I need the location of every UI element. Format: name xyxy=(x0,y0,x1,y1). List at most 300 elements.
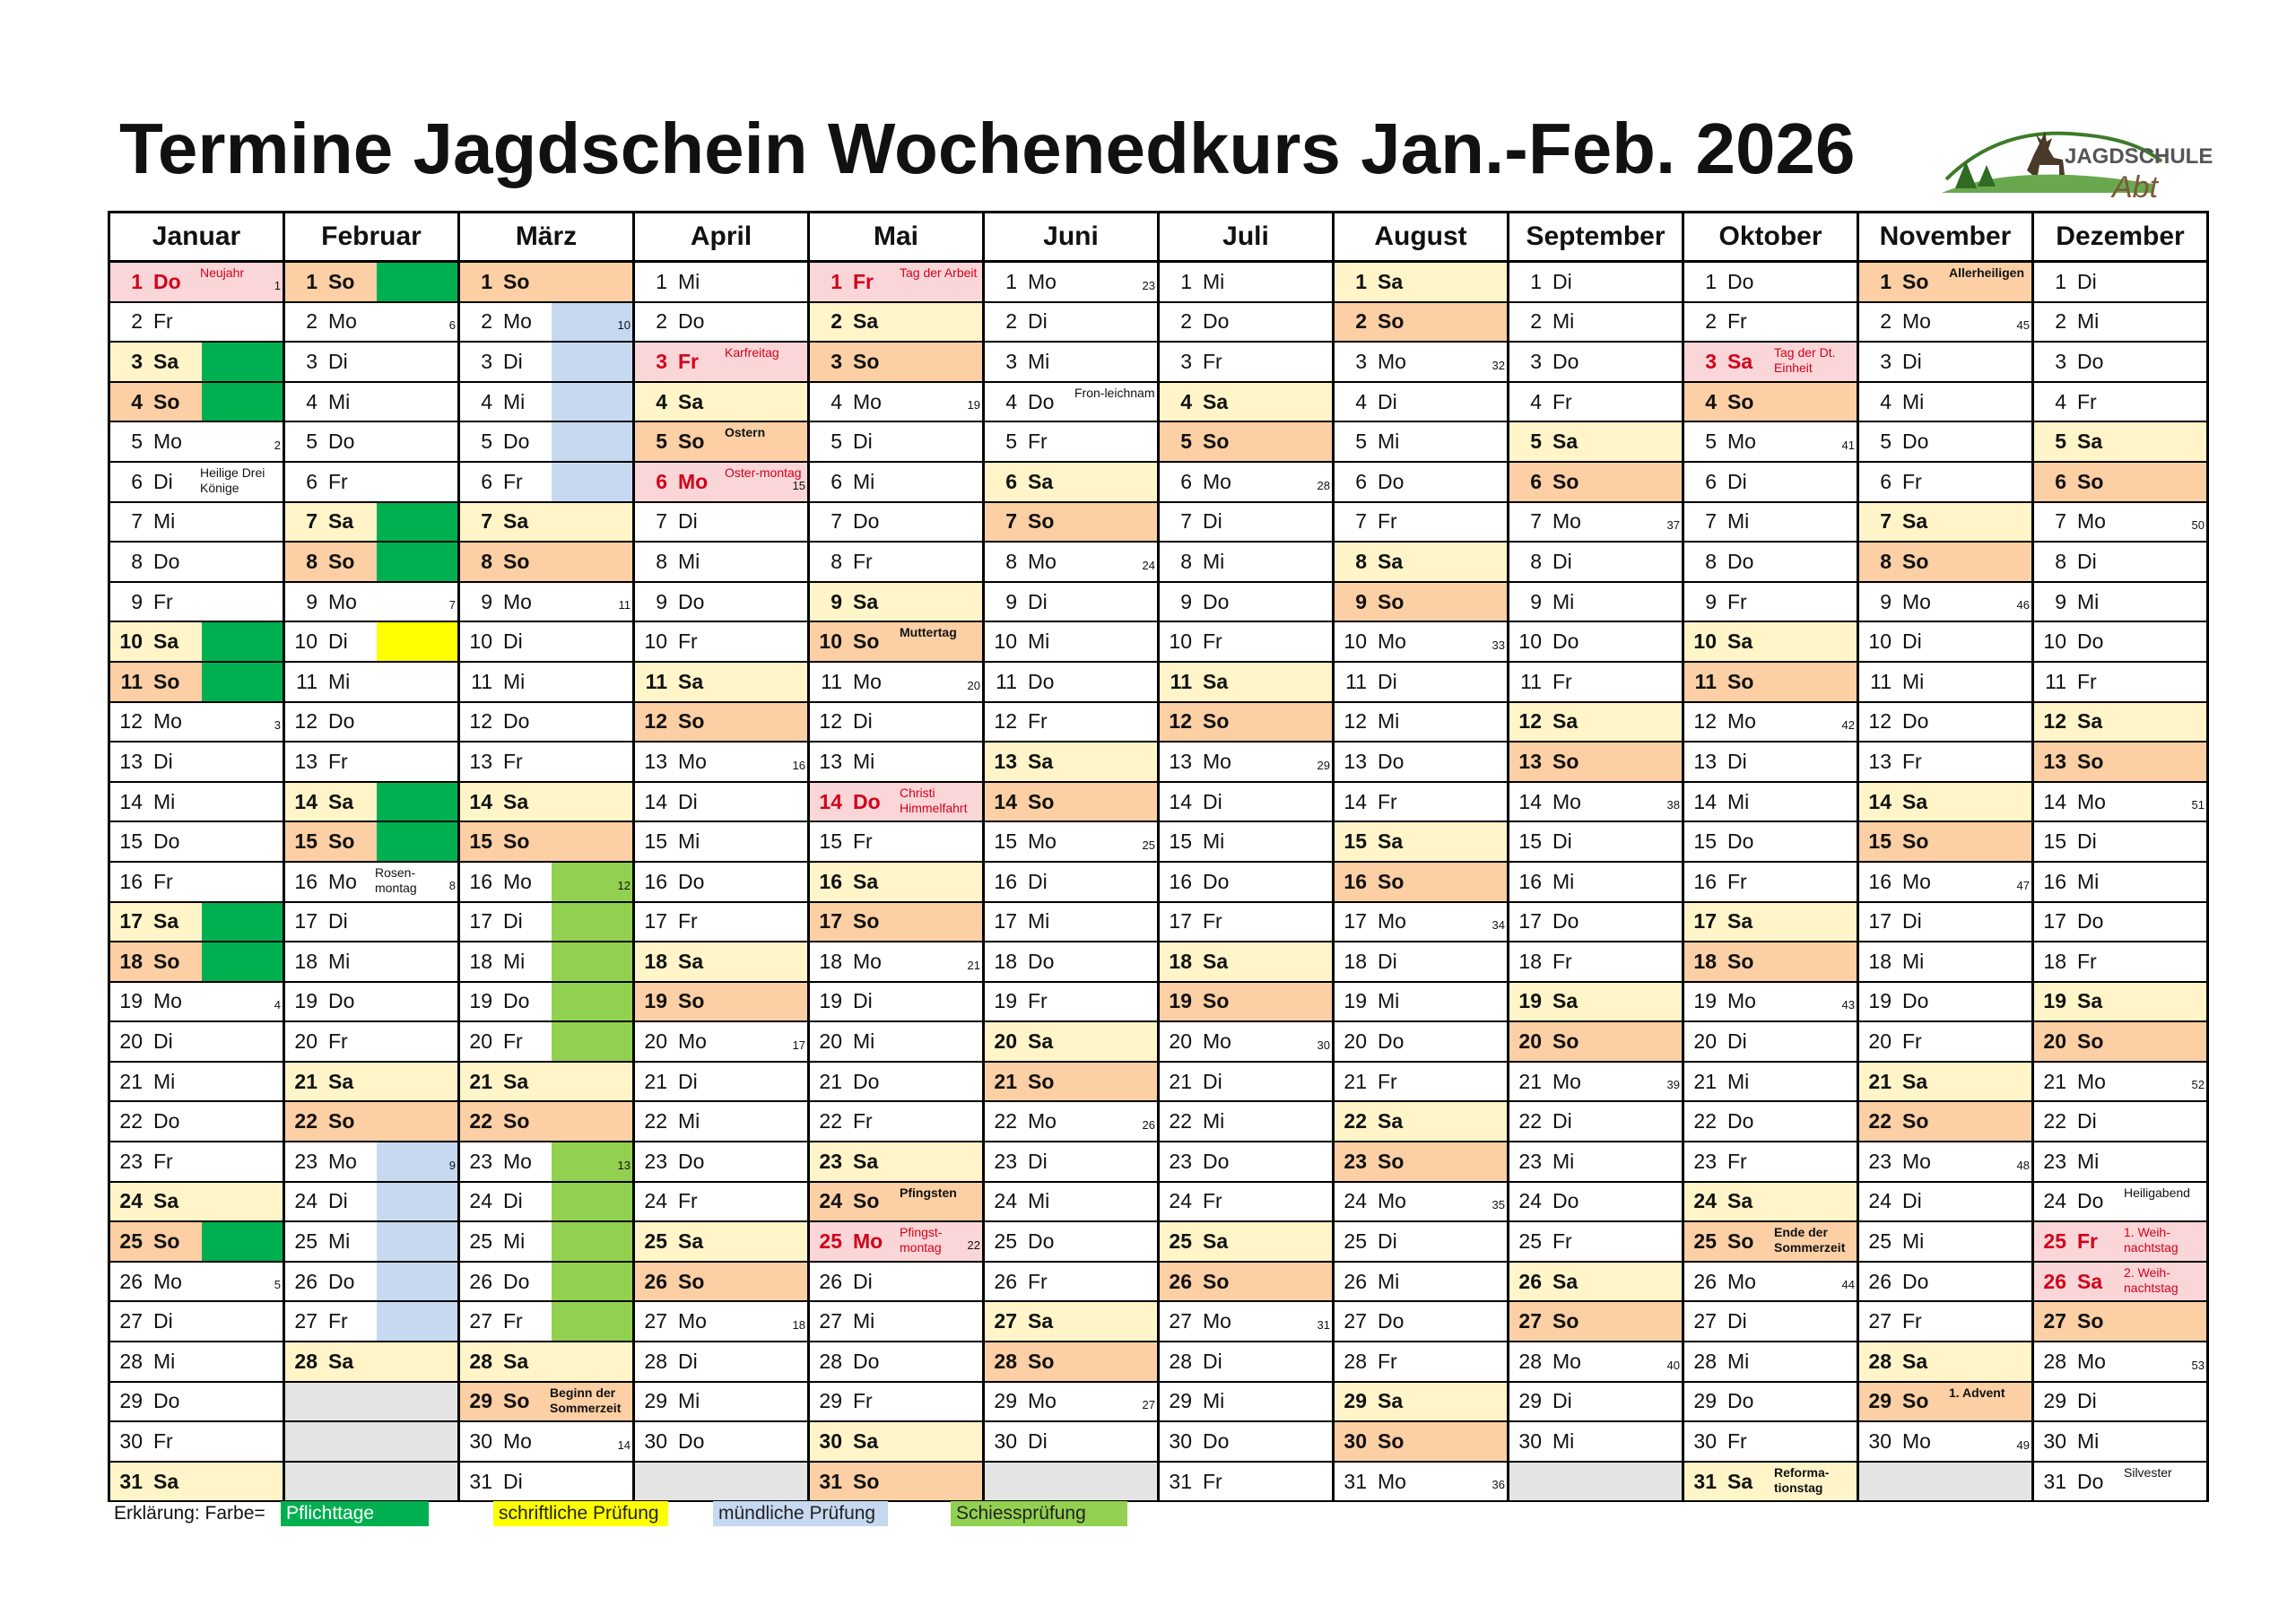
week-number: 6 xyxy=(448,318,456,333)
day-number: 5 xyxy=(481,430,492,454)
day-number: 28 xyxy=(2043,1349,2066,1373)
weekday: So xyxy=(1028,1349,1055,1373)
day-number: 22 xyxy=(2043,1109,2066,1133)
weekday: Di xyxy=(503,1189,523,1213)
day-cell xyxy=(635,543,810,583)
day-number: 2 xyxy=(1180,309,1192,334)
day-cell xyxy=(285,863,460,903)
weekday: Do xyxy=(328,989,355,1013)
day-number: 18 xyxy=(1693,949,1717,973)
day-cell xyxy=(110,983,285,1023)
weekday: Sa xyxy=(853,869,879,893)
day-cell xyxy=(1859,1222,2034,1263)
day-number: 31 xyxy=(1693,1469,1717,1493)
weekday: So xyxy=(1203,1269,1230,1293)
weekday: Di xyxy=(1552,549,1572,573)
day-cell xyxy=(1160,743,1335,783)
day-cell xyxy=(110,543,285,583)
day-cell xyxy=(635,343,810,383)
day-number: 23 xyxy=(1169,1149,1192,1173)
day-number: 3 xyxy=(1880,349,1892,373)
day-cell xyxy=(635,263,810,303)
day-number: 24 xyxy=(1344,1189,1367,1213)
day-number: 16 xyxy=(819,869,842,893)
day-cell xyxy=(285,703,460,743)
day-cell xyxy=(1509,983,1684,1023)
day-cell xyxy=(635,622,810,663)
day-number: 3 xyxy=(1180,349,1192,373)
weekday: Di xyxy=(2077,549,2097,573)
day-number: 10 xyxy=(294,630,317,654)
day-number: 27 xyxy=(469,1309,492,1333)
day-number: 15 xyxy=(819,829,842,854)
holiday-note: Reforma-tionstag xyxy=(1774,1464,1830,1495)
day-cell xyxy=(285,1222,460,1263)
weekday: Di xyxy=(1028,309,1048,334)
weekday: Di xyxy=(1203,1069,1222,1093)
day-number: 6 xyxy=(1530,469,1542,493)
event-marker-schiess xyxy=(552,1022,632,1061)
day-cell xyxy=(1160,1022,1335,1063)
day-number: 17 xyxy=(2043,909,2066,934)
day-number: 26 xyxy=(1518,1269,1542,1293)
day-cell xyxy=(1160,622,1335,663)
weekday: Fr xyxy=(328,749,348,773)
day-cell xyxy=(635,583,810,623)
weekday: Mo xyxy=(1727,709,1756,734)
weekday: Fr xyxy=(1902,1029,1922,1054)
weekday: Sa xyxy=(2077,1269,2103,1293)
day-number: 14 xyxy=(2043,789,2066,813)
day-number: 14 xyxy=(1344,789,1367,813)
day-cell xyxy=(285,663,460,703)
weekday: Fr xyxy=(678,909,698,934)
day-number: 13 xyxy=(1518,749,1542,773)
empty-day-cell xyxy=(1509,1463,1684,1503)
day-cell xyxy=(1684,1022,1859,1063)
day-number: 17 xyxy=(1693,909,1717,934)
day-cell xyxy=(1509,263,1684,303)
day-cell xyxy=(1859,543,2034,583)
day-number: 24 xyxy=(1518,1189,1542,1213)
event-marker-schiess xyxy=(552,1222,632,1261)
day-number: 26 xyxy=(469,1269,492,1293)
weekday: Mi xyxy=(1028,909,1050,934)
weekday: Do xyxy=(153,829,180,854)
weekday: Fr xyxy=(2077,389,2097,413)
day-cell xyxy=(810,422,985,463)
day-number: 24 xyxy=(119,1189,143,1213)
weekday: Mo xyxy=(678,469,709,493)
day-number: 29 xyxy=(1344,1389,1367,1413)
day-cell xyxy=(2034,1383,2209,1423)
day-number: 15 xyxy=(1518,829,1542,854)
day-cell xyxy=(110,422,285,463)
day-number: 28 xyxy=(1169,1349,1192,1373)
day-cell xyxy=(2034,942,2209,983)
day-cell xyxy=(110,1222,285,1263)
month-header: Februar xyxy=(285,213,460,263)
day-number: 25 xyxy=(1868,1229,1892,1254)
day-cell xyxy=(635,1263,810,1303)
day-number: 30 xyxy=(819,1429,842,1454)
day-cell xyxy=(2034,343,2209,383)
week-number: 26 xyxy=(1142,1118,1155,1133)
day-number: 12 xyxy=(1693,709,1717,734)
day-number: 11 xyxy=(2045,669,2066,693)
day-cell xyxy=(460,1342,635,1383)
holiday-note: Muttertag xyxy=(900,625,957,640)
day-number: 16 xyxy=(119,869,143,893)
day-cell xyxy=(460,783,635,823)
day-cell xyxy=(635,983,810,1023)
day-cell xyxy=(1335,1463,1509,1503)
day-cell xyxy=(810,1102,985,1142)
week-number: 51 xyxy=(2191,798,2205,812)
weekday: So xyxy=(2077,1029,2104,1054)
week-number: 22 xyxy=(967,1238,980,1252)
weekday: Do xyxy=(1378,1029,1405,1054)
event-marker-schrift xyxy=(377,622,457,661)
day-number: 14 xyxy=(469,789,492,813)
day-cell xyxy=(110,463,285,503)
weekday: Mi xyxy=(328,389,351,413)
month-header: August xyxy=(1335,213,1509,263)
month-column-märz xyxy=(460,213,635,1502)
weekday: Do xyxy=(1028,1229,1055,1254)
day-cell xyxy=(110,903,285,943)
day-cell xyxy=(1509,543,1684,583)
day-number: 25 xyxy=(1169,1229,1192,1254)
weekday: Do xyxy=(678,589,705,613)
day-number: 4 xyxy=(1880,389,1892,413)
day-cell xyxy=(1509,822,1684,863)
day-cell xyxy=(1684,303,1859,343)
day-number: 23 xyxy=(119,1149,143,1173)
weekday: Mo xyxy=(1378,1189,1406,1213)
weekday: Mo xyxy=(1203,1309,1231,1333)
day-number: 28 xyxy=(819,1349,842,1373)
empty-day-cell xyxy=(985,1463,1160,1503)
day-cell xyxy=(1160,543,1335,583)
weekday: Sa xyxy=(1727,1469,1753,1493)
day-cell xyxy=(810,743,985,783)
day-number: 1 xyxy=(1530,269,1542,293)
day-cell xyxy=(810,1222,985,1263)
day-number: 2 xyxy=(131,309,143,334)
weekday: Di xyxy=(2077,829,2097,854)
day-number: 26 xyxy=(994,1269,1017,1293)
weekday: So xyxy=(678,989,705,1013)
day-number: 15 xyxy=(1693,829,1717,854)
day-cell xyxy=(285,743,460,783)
day-number: 10 xyxy=(1693,630,1717,654)
day-number: 16 xyxy=(1344,869,1367,893)
day-number: 1 xyxy=(1180,269,1192,293)
day-cell xyxy=(460,743,635,783)
event-marker-pflicht xyxy=(377,543,457,581)
day-cell xyxy=(1335,1383,1509,1423)
day-number: 13 xyxy=(644,749,667,773)
weekday: Do xyxy=(2077,1469,2104,1493)
weekday: So xyxy=(1028,509,1055,534)
day-cell xyxy=(1509,743,1684,783)
day-number: 17 xyxy=(1518,909,1542,934)
day-cell xyxy=(2034,1022,2209,1063)
day-number: 1 xyxy=(2055,269,2066,293)
day-number: 22 xyxy=(1169,1109,1192,1133)
day-cell xyxy=(2034,822,2209,863)
day-cell xyxy=(285,463,460,503)
day-cell xyxy=(110,1342,285,1383)
day-cell xyxy=(1160,503,1335,543)
day-number: 27 xyxy=(1169,1309,1192,1333)
weekday: Sa xyxy=(2077,430,2103,454)
holiday-note: Tag der Arbeit xyxy=(900,265,978,280)
day-number: 17 xyxy=(119,909,143,934)
day-number: 14 xyxy=(1693,789,1717,813)
day-cell xyxy=(635,1102,810,1142)
day-cell xyxy=(985,1222,1160,1263)
event-marker-schiess xyxy=(552,1183,632,1221)
day-cell xyxy=(1859,1342,2034,1383)
day-number: 2 xyxy=(831,309,842,334)
day-number: 1 xyxy=(1880,269,1892,293)
page-title: Termine Jagdschein Wochenedkurs Jan.-Feb. 2026 xyxy=(119,109,1856,188)
day-number: 13 xyxy=(994,749,1017,773)
weekday: Sa xyxy=(1203,949,1229,973)
day-number: 28 xyxy=(294,1349,317,1373)
day-number: 24 xyxy=(294,1189,317,1213)
day-number: 29 xyxy=(644,1389,667,1413)
day-cell xyxy=(1684,703,1859,743)
day-cell xyxy=(1684,583,1859,623)
month-column-februar xyxy=(285,213,460,1502)
weekday: Mo xyxy=(1727,1269,1756,1293)
weekday: Mi xyxy=(1727,1349,1750,1373)
weekday: So xyxy=(2077,469,2104,493)
holiday-note: Heilige Drei Könige xyxy=(200,465,265,495)
day-number: 11 xyxy=(1694,669,1717,693)
day-cell xyxy=(2034,1142,2209,1183)
weekday: Mi xyxy=(1203,549,1225,573)
day-cell xyxy=(635,1342,810,1383)
day-cell xyxy=(1684,503,1859,543)
day-number: 21 xyxy=(644,1069,667,1093)
weekday: Sa xyxy=(2077,989,2103,1013)
day-cell xyxy=(1859,463,2034,503)
day-cell xyxy=(460,263,635,303)
day-cell xyxy=(460,1383,635,1423)
day-number: 9 xyxy=(1530,589,1542,613)
weekday: Do xyxy=(2077,909,2104,934)
day-number: 8 xyxy=(831,549,842,573)
weekday: Mi xyxy=(1902,669,1925,693)
day-number: 11 xyxy=(1170,669,1192,693)
day-cell xyxy=(110,263,285,303)
day-cell xyxy=(110,1383,285,1423)
day-cell xyxy=(285,1302,460,1342)
event-marker-schiess xyxy=(552,942,632,981)
day-number: 19 xyxy=(1344,989,1367,1013)
week-number: 9 xyxy=(448,1158,456,1172)
weekday: So xyxy=(1552,1029,1579,1054)
day-cell xyxy=(985,1063,1160,1103)
week-number: 23 xyxy=(1142,278,1155,292)
weekday: Di xyxy=(1902,349,1922,373)
day-cell xyxy=(2034,1263,2209,1303)
day-number: 6 xyxy=(131,469,143,493)
day-number: 19 xyxy=(819,989,842,1013)
weekday: So xyxy=(1902,549,1929,573)
day-cell xyxy=(810,1342,985,1383)
day-number: 31 xyxy=(819,1469,842,1493)
day-cell xyxy=(1509,942,1684,983)
month-column-august xyxy=(1335,213,1509,1502)
weekday: Fr xyxy=(503,1309,523,1333)
day-number: 24 xyxy=(819,1189,842,1213)
day-cell xyxy=(810,622,985,663)
day-number: 18 xyxy=(819,949,842,973)
day-cell xyxy=(460,942,635,983)
weekday: Di xyxy=(1378,1229,1397,1254)
logo-text: JAGDSCHULE xyxy=(2065,144,2213,169)
event-marker-schiess xyxy=(552,1263,632,1301)
day-cell xyxy=(985,783,1160,823)
day-cell xyxy=(1859,383,2034,423)
day-number: 30 xyxy=(1518,1429,1542,1454)
day-cell xyxy=(460,622,635,663)
day-cell xyxy=(1859,983,2034,1023)
weekday: Mo xyxy=(678,749,707,773)
day-cell xyxy=(810,1463,985,1503)
day-number: 1 xyxy=(306,269,317,293)
event-marker-muend xyxy=(377,1263,457,1301)
day-cell xyxy=(460,503,635,543)
day-number: 30 xyxy=(1169,1429,1192,1454)
weekday: Sa xyxy=(1552,709,1578,734)
event-marker-pflicht xyxy=(377,822,457,861)
event-marker-pflicht xyxy=(377,783,457,821)
weekday: Mi xyxy=(503,949,526,973)
weekday: So xyxy=(1902,269,1929,293)
day-cell xyxy=(1160,1142,1335,1183)
day-number: 5 xyxy=(306,430,317,454)
day-number: 26 xyxy=(1169,1269,1192,1293)
week-number: 53 xyxy=(2191,1358,2205,1372)
weekday: So xyxy=(1552,1309,1579,1333)
weekday: Mo xyxy=(1378,349,1406,373)
day-number: 5 xyxy=(1355,430,1367,454)
day-cell xyxy=(460,583,635,623)
day-number: 6 xyxy=(2055,469,2066,493)
day-cell xyxy=(2034,422,2209,463)
weekday: Mi xyxy=(1552,589,1575,613)
day-number: 30 xyxy=(119,1429,143,1454)
holiday-note: Oster-montag xyxy=(725,465,802,480)
weekday: Do xyxy=(503,1269,530,1293)
day-cell xyxy=(635,703,810,743)
day-cell xyxy=(1160,1342,1335,1383)
weekday: Sa xyxy=(503,1069,529,1093)
day-number: 2 xyxy=(1005,309,1017,334)
day-number: 11 xyxy=(1520,669,1542,693)
day-cell xyxy=(285,1263,460,1303)
weekday: Sa xyxy=(1028,749,1054,773)
weekday: Fr xyxy=(2077,1229,2098,1254)
day-cell xyxy=(285,422,460,463)
weekday: Sa xyxy=(1028,1029,1054,1054)
day-cell xyxy=(1684,383,1859,423)
day-number: 12 xyxy=(1868,709,1892,734)
weekday: Do xyxy=(1902,430,1929,454)
weekday: Mo xyxy=(1552,1349,1581,1373)
day-number: 20 xyxy=(1693,1029,1717,1054)
day-number: 12 xyxy=(2043,709,2066,734)
week-number: 45 xyxy=(2016,318,2030,333)
day-number: 29 xyxy=(1518,1389,1542,1413)
day-number: 4 xyxy=(831,389,842,413)
weekday: Fr xyxy=(1727,1149,1747,1173)
day-cell xyxy=(460,703,635,743)
day-cell xyxy=(1859,743,2034,783)
day-number: 5 xyxy=(656,430,667,454)
month-header: März xyxy=(460,213,635,263)
day-number: 8 xyxy=(131,549,143,573)
day-number: 25 xyxy=(819,1229,842,1254)
weekday: Mo xyxy=(1203,1029,1231,1054)
empty-day-cell xyxy=(285,1383,460,1423)
day-cell xyxy=(2034,543,2209,583)
legend xyxy=(114,1501,1190,1526)
weekday: Di xyxy=(328,909,348,934)
weekday: Fr xyxy=(853,269,874,293)
weekday: Sa xyxy=(853,1429,879,1454)
day-number: 17 xyxy=(1868,909,1892,934)
day-cell xyxy=(285,543,460,583)
weekday: Mo xyxy=(503,1429,532,1454)
day-number: 6 xyxy=(1180,469,1192,493)
weekday: Mi xyxy=(153,789,176,813)
weekday: Mo xyxy=(328,869,357,893)
day-cell xyxy=(460,1222,635,1263)
weekday: Sa xyxy=(153,349,179,373)
day-number: 12 xyxy=(819,709,842,734)
day-number: 23 xyxy=(2043,1149,2066,1173)
day-number: 15 xyxy=(1344,829,1367,854)
weekday: Mo xyxy=(1028,829,1057,854)
weekday: Mi xyxy=(328,1229,351,1254)
day-number: 7 xyxy=(1180,509,1192,534)
day-cell xyxy=(2034,1063,2209,1103)
weekday: Mo xyxy=(1203,749,1231,773)
day-cell xyxy=(1684,263,1859,303)
day-cell xyxy=(985,343,1160,383)
day-number: 2 xyxy=(1530,309,1542,334)
day-number: 8 xyxy=(1005,549,1017,573)
weekday: Fr xyxy=(1028,1269,1048,1293)
weekday: Do xyxy=(1552,630,1579,654)
day-number: 13 xyxy=(1169,749,1192,773)
day-cell xyxy=(810,1022,985,1063)
week-number: 24 xyxy=(1142,558,1155,572)
weekday: Do xyxy=(678,869,705,893)
day-cell xyxy=(285,1102,460,1142)
day-number: 12 xyxy=(1169,709,1192,734)
weekday: Fr xyxy=(853,1109,873,1133)
day-number: 24 xyxy=(644,1189,667,1213)
day-number: 16 xyxy=(644,869,667,893)
